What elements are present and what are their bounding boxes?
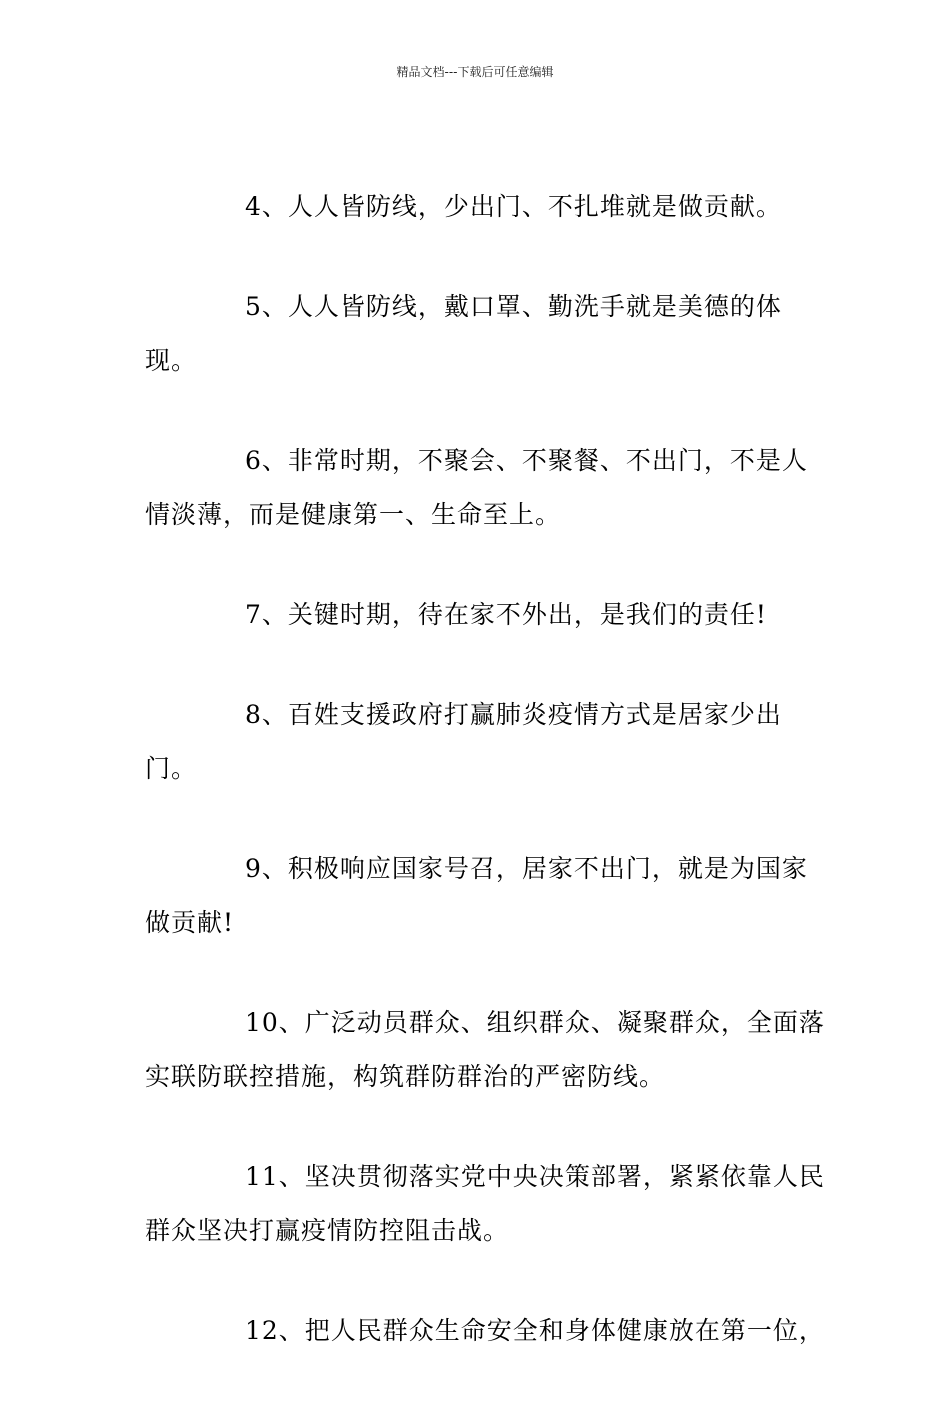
paragraph-7: 7、关键时期，待在家不外出，是我们的责任! — [245, 600, 767, 629]
page-header: 精品文档---下载后可任意编辑 — [396, 65, 554, 79]
paragraph-4: 4、人人皆防线，少出门、不扎堆就是做贡献。 — [245, 192, 782, 221]
paragraph-8: 8、百姓支援政府打赢肺炎疫情方式是居家少出门。 — [145, 700, 782, 783]
paragraph-6: 6、非常时期，不聚会、不聚餐、不出门，不是人情淡薄，而是健康第一、生命至上。 — [145, 446, 808, 529]
paragraph-10: 10、广泛动员群众、组织群众、凝聚群众，全面落实联防联控措施，构筑群防群治的严密防线。 — [145, 1008, 825, 1091]
paragraph-9: 9、积极响应国家号召，居家不出门，就是为国家做贡献! — [145, 854, 808, 937]
paragraph-12: 12、把人民群众生命安全和身体健康放在第一位， — [245, 1316, 825, 1345]
paragraph-5: 5、人人皆防线，戴口罩、勤洗手就是美德的体现。 — [145, 292, 782, 375]
document-body — [145, 180, 825, 1404]
paragraph-11: 11、坚决贯彻落实党中央决策部署，紧紧依靠人民群众坚决打赢疫情防控阻击战。 — [145, 1162, 825, 1245]
